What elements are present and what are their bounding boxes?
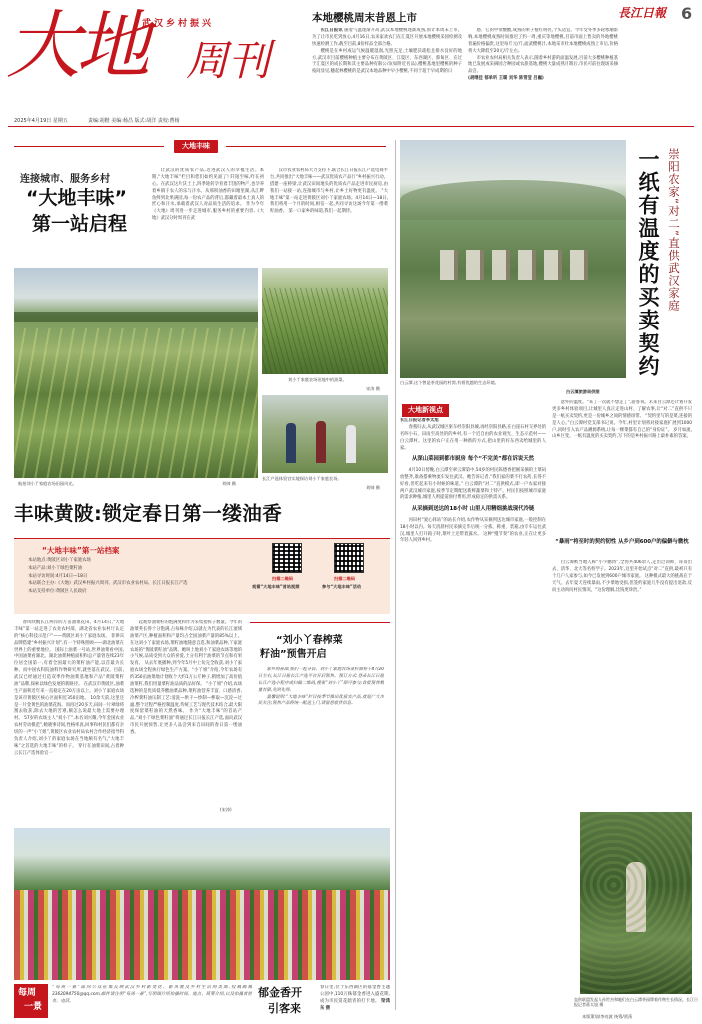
- feature-photo-aerial: [14, 268, 258, 478]
- lower-article-col2: [130, 620, 242, 804]
- feature-col2: [270, 168, 388, 264]
- feature-photo2-caption: 刘小丫家庭农场田地中的油菜。: [288, 377, 347, 382]
- masthead-title-weekly: 周刊: [186, 36, 271, 85]
- presale-box: [250, 622, 390, 818]
- presale-body2-text: 温馨说明:“大地丰味”栏目按季节推出优质农产品,欢迎广大市民关注;预售产品将统一配送上门,请留意收货信息。: [258, 694, 384, 707]
- lower-article-col1: [14, 620, 124, 818]
- bottom-column-text-p: “每周一景”面向公众征集反映武汉乡村新变化、新风貌及乡村生活的美图,投稿邮箱3362094750@qq.com,邮件请注明“每周一景”,写明图片所拍摄时间、地点、简要介绍,以及拍摄者姓名、电话。: [52, 985, 252, 1004]
- feature-photo1-caption: [18, 481, 77, 487]
- qr-code-video[interactable]: [272, 543, 302, 573]
- right-sub3: 从采摘到送达的18小时 山里人用精细挑战现代冷链: [411, 506, 535, 513]
- feature-kicker: 连接城市、服务乡村: [20, 174, 110, 185]
- top-story-credit: (胡继佳 郁单昕 王璐 刘华 陈雪莹 吕巍): [468, 76, 544, 82]
- qr2-label: 扫描二维码: [334, 576, 355, 581]
- qr1-label: 扫描二维码: [272, 576, 293, 581]
- info-row-support: 本站支持单位:黄陂区人民政府: [28, 589, 87, 595]
- top-story-p4: 市农业农村局相关负责人表示,随着乡村游的面温发展,目前大多樱桃种植基地已发展成采摘园合种园或农旅基地,樱桃大量成熟月期后,市民可前往现场采摘品尝。: [468, 55, 618, 75]
- bottom-tulip-photo: [14, 828, 390, 980]
- top-story-headline: 本地樱桃周末昔恩上市: [312, 12, 417, 24]
- right-intro: 春燕归去,从武汉城区驱车经崇阳县城,再经崇阳县路,在白崖石村交界处的名叫小石、田雨至高处的的乡村,有一个近自由的农业观光、生态示范村——白云潭村。这里的农户正在用一种新的方式,把山里的好东西卖给城里的人家。: [400, 424, 546, 451]
- right-vertical-subtitle: 崇阳农家“对二”直供武汉家庭: [667, 148, 681, 312]
- section-tag-xinshijiao: [402, 404, 449, 417]
- right-photo1-caption: 白云潭,这个曾是茶花园的村湾,有着优越的生态环境。: [400, 380, 499, 385]
- top-story-p1: 随着气温逐渐升高,武汉本地樱桃逐渐成熟,预计本周末上市。为了让市民吃到放心,4月16日,农来家欢农门在汇夏区开展本地樱桃采园检测及快速检测工作,截至目前,8份样品全部合格。: [312, 28, 463, 47]
- info-row-product: 本站产品:刘小丫绿色菜籽油: [28, 565, 83, 571]
- feature-photo1-credit: 刘帅 摄: [222, 481, 236, 486]
- info-row-organizer: 本站联合主办:《大地》武汉乡村振兴周刊、武汉市农业农村局、长江日报长江产选: [28, 581, 188, 587]
- feature-photo-visitors: [262, 395, 388, 473]
- right-lead: 长江日报记者李太旭: [400, 418, 439, 423]
- page-footer: 本版策划/李亮波 统筹/贾荡: [582, 1014, 633, 1019]
- qr2-sub: 参与“大地丰味”活动: [322, 584, 362, 589]
- lower-col1-text: 春风吹醒长江两岸的万亩油菜花田。4月14日,“大地丰味”第一站走进了农业农村部、湖北省农业农村厅认定的“核心科技示范户”——黄陂区刘小丫家庭农场。 菲律宾品牌搭建“乡村振兴计划”,有一个特殊照顾——湖北油菜在世界上的重要地位。 国际上油菜一号站,世界油菜看中国,中国油菜看湖北。湖北油菜种植面积和总产量曾连续23年位居全国第一,有着全国最大的菜籽油产能,以首最为长种。而中国农科院油料作物研究所,就坐落在武汉。目前,武汉已经通过打造双季作物油菜基地和产品“黄陂菜籽油”品牌,探索以绿色发展的新路径。 在武汉市黄陂区,油菜生产面积近年来一直稳定在20万亩以上。刘小丫家庭农场是该市黄陂区核心区面积近350亩地。 10余天前,这里还是一片金黄色的油菜花海。而再过20多天,田间一片翠绿将割去收获,除去大地的苦难,颇怎么说最大地上需要办理村。 57岁的农场主人“刘小丫”,本名刘兴耀,今年金国农业农村劳动模范”,她晓事诗间,性格率真,回事和村民们都有亲切的一声“小丫姐”,黄陂区农业农村局农村合作经济指导科负责人介绍,刘小丫的家庭农场在当地颇有名气,“大地丰味”之首选的大地丰味”的样子。 穿行在油菜田间,占着种云长江产选体验官一: [14, 620, 124, 756]
- photo-visitor-2: [316, 421, 326, 463]
- photo1-caption-text: 航拍刘小丫家庭农场田园风光。: [18, 481, 77, 486]
- paper-logo: 長江日報: [618, 6, 667, 20]
- top-story-lead: 长江日报讯: [320, 28, 343, 33]
- masthead-slogan: 武汉乡村振兴: [142, 19, 215, 29]
- info-box-rows: [28, 557, 238, 596]
- bottom-photo-credit: 梁鸿东 摄: [320, 998, 390, 1011]
- section-tag-xinshijiao-label: 大地新视点: [402, 404, 449, 417]
- bottom-column-text: [52, 985, 252, 1019]
- presale-body: [258, 667, 384, 817]
- feature-col1: [152, 168, 264, 264]
- photo-visitor-3: [346, 425, 356, 463]
- photo-rapeseed-texture: [262, 288, 388, 374]
- bottom-column-box: [14, 984, 390, 1020]
- feature-photo3-credit: 刘帅 摄: [366, 485, 380, 490]
- feature-photo-rapeseed: [262, 268, 388, 374]
- bottom-photo-caption-text: 春日里,位于东西湖区的郁金香主题公园中,110万株郁金香进入盛花期,成为市民赏花踏青的打卡地。: [320, 985, 390, 1004]
- photo-tree-line: [14, 312, 258, 322]
- info-box-title: “大地丰味”第一站档案: [42, 546, 120, 555]
- bottom-column-name-1: 每周: [18, 988, 37, 998]
- presale-headline-2: 籽油”预售开启: [260, 649, 327, 660]
- info-row-location: 本站地点:黄陂区刘小丫家庭农场: [28, 558, 91, 563]
- right-col-b: [552, 400, 692, 534]
- section-tag-line-right: [226, 146, 386, 147]
- right-sub1: 从深山菜园到都市厨房 每个“不完美”都在诉说天然: [411, 456, 535, 463]
- photo-village-houses: [440, 250, 590, 280]
- feature-col1-text: 让武汉的优质农产品,迈进武汉人的幸福生活。本期,“大地丰味”栏目和您们如约见面了! 阡陌至味,咋在初心。在武汉这片沃土上,四季轮转孕育着丰饶的物产,也孕养着乡镇干农人的乐与汗水。从那积油香的田塘里湖,从江畔鱼鲜到北果满园,每一份农产品的背后,都藏着最本土真人的匠心和汗水,承载着武汉人对品质生活的追求。 作为今年《大地》周刊进一步走进城市,服务乡村的重要内容,《大地》武汉分时周刊在武: [152, 168, 264, 222]
- right-col-b2: [552, 560, 692, 806]
- masthead-editors: 责编:胡楷 美编:杨昌 版式:胡洋 责校:曹杨: [88, 118, 180, 124]
- right-col-b-text: 意外的温度。“来了一次就不想走了”,游客说。未来白云潭还计划开发更多乡村体验项目,让城里人真正走进山村、了解农事,让“对二”直供不只是一纸买卖契约,更是一份城乡之间的情感纽带。 “契约里写的是菜,连接的是人心。”白云潭村党支部书记说。今年,村里计划将对接家庭扩展到1000户,同时引入农产品溯源系统,让每一棵菜都有自己的“身份证”。 岁月如流,山乡巨变。一纸有温度的买卖契约,写下的是乡村振兴路上最朴素的答案。: [552, 400, 692, 440]
- right-vertical-title: 一纸有温度的买卖契约: [636, 148, 660, 378]
- photo-tea-texture: [580, 812, 692, 994]
- masthead-title-big: 大地: [6, 3, 146, 89]
- feature-headline-2: 第一站启程: [32, 213, 128, 235]
- bottom-column-name-2: 一景: [24, 1002, 43, 1012]
- feature-photo3-caption: 长江产选体验官实地探访刘小丫家庭农场。: [262, 476, 342, 481]
- right-body3: 河田村“爱心驿站”的站长介绍,农作物从采摘到送达城市家庭,一般控制在18小时以内。每天清晨村民采摘完毕后统一分拣、称重、装箱,由专车运往武汉,城里人打开箱子时,菜叶上还带着露水。 这种“慢节奏”的农业,正在让更多年轻人回到乡村。: [400, 517, 546, 544]
- lower-article-credit: (宋涛): [220, 807, 232, 812]
- section-tag-fengwei: [174, 140, 218, 153]
- right-photo2-caption: 直供联盟发起人孙世杰和她们在白云潭茶园摩着作物生长情况。长江日报记者蒋太旭 摄: [574, 997, 698, 1008]
- feature-photo2-credit: 宋涛 摄: [366, 386, 380, 391]
- right-body2: 白云潭被当地人称“小宇鹏湾”,全湾共406余人,走出过训师、哥哥出去、清华、北大等名校学子。2023年,这里开始试点“对二”直供,最初只有十几户人家参与,如今已发展到600户城市家庭。 这种模式最大的挑战在于天气。去年夏天连续暴雨,不少菜地受损,但签约家庭几乎没有提出退款,反而主动询问村民情况。“这份理解,比钱更珍贵。”: [552, 560, 692, 593]
- feature-headline-1: “大地丰味”: [26, 187, 127, 209]
- big-headline: 丰味黄陂:锁定春日第一缕油香: [14, 502, 283, 525]
- right-photo1-credit: 白云潭旅游局供图: [566, 389, 600, 394]
- bottom-photo-title-2: 引客来: [268, 1002, 301, 1015]
- qr-code-activity[interactable]: [334, 543, 364, 573]
- top-story-p2: 樱桃是在乡村成运气候温暖湿润,光照充足,土壤肥沃疏松且排水良好的地方,武汉市目前樱桃种植主要分布在黄陂区、江夏区、东西湖区、蔡甸区、在过于汇夏区的成长期和其主要品种有限公司(如附近名品),樱桃基地里樱桃的种子枝间显见,穗起林樱桃的是武汉本地品种中早小樱桃,不同于超于早成期的日: [312, 48, 462, 75]
- lower-col2-text: 起观察油菜籽的饱满度和作为采集指挥子数量。今年的油菜荚长得十分饱满,占每株介绍,以就左为代表的长江流域油菜产区,种植面积和产量均占全国油菜产量的85%以上。在这刘小丫家庭农场,菜籽油地随意自选,和油菜品种,丫家庭农场的“黄陂菜籽油”品牌。她叫上地刘小丫家庭农场等地的小气候,品质受到大众的喜爱,土分有利于油菜的节点和有果发育。 从去年底播种,到今年5月中上旬完全收获,刘小丫家庭农场全程执行绿色生产方案。“小丫姐”介绍,今年农场有约350亩油菜地计划收个大约1万公斤种子,稍增加了高价值油菜籽,我们用量菜籽油品质的品好保。 “小丫姐”介绍,农场选种的是优质低芥酸油菜品种,菜籽油营养丰富、口感清香,冷榨菜籽油压制工艺:清洗—烘干—炒制—榨取—沉淀—过滤,整个过程严格控制温度,传统工艺与现代技术结合,最大限度保留菜籽油的天然香味。 作为“大地丰味”的首站产品,“刘小丫绿色菜籽油”将通过长江日报长江产选,面向武汉市民开展预售,让更多人品尝到来自田间的春日第一缕油香。: [130, 620, 242, 735]
- photo-visitor-1: [286, 423, 296, 463]
- photo-row-texture: [14, 328, 258, 478]
- presale-headline-1: “刘小丫春榨菜: [276, 635, 343, 646]
- masthead-rule: [8, 126, 694, 127]
- right-sub2: “暴雨”将至时的契约韧性 从乡户到600户的偏僻与微枕: [555, 539, 689, 545]
- top-story-body: [312, 28, 618, 114]
- right-photo-village: [400, 140, 626, 378]
- section-tag-label: 大地丰味: [174, 140, 218, 153]
- photo-village-hills: [400, 180, 626, 220]
- right-column-divider: [395, 140, 396, 1010]
- qr1-sub: 观看“大地丰味”首站视频: [252, 584, 300, 589]
- feature-col2-text: 汉市农业农村局大力支持下,联合长江日报长江产选电商平台,共同推出“大地丰味——武汉优质农产品行”乡村振兴行动。搭建一座桥梁,让武汉田间地头的优质农产品走进市民厨房,由我们一站接一站,连接城市与乡村,让乡土好物更有温度。 “大地丰味”第一站走进黄陂区刘小丫家庭农场。4月14日—18日,我们将用一个月的时间,相信一起,共同寻访这场今年第一缕菜籽油香。 第一口家乡的味道,我们一起期待。: [270, 168, 388, 215]
- info-row-time: 本站寻访时间:4月14日—18日: [28, 573, 88, 579]
- page-number: 6: [681, 4, 693, 23]
- masthead-date: 2025年4月19日 星期五: [14, 118, 68, 124]
- top-story-p3: 感、它的甲带酸酸,成熟的果子橙红明亮,个头适宜。今年受冬季多轮寒潮影响,本地樱桃成熟时间推迟了约一周,重庆等地樱桃,目前市面上售卖的外地樱桃普遍价格偏贵,这里每斤元/斤,面武樱桃汁,本地采市杜本地樱桃成熟上市后,价格将大大降低至20元/斤左右。: [468, 28, 618, 54]
- right-body1: 4月10日傍晚,白云潭至翠云潭第中,54岁的村民陈德香把刚采摘的土菜码放整齐,准备搭乘物流车发往武汉。她告诉记者,“我们家的菜不打农药,长得不好看,但吃起来有小时候的味道。” 白云潭的“对二”直供模式,即一户农家对接两户武汉城市家庭,按季节定期配送新鲜蔬菜和土特产。村民们按照城市家庭的需求种植,城里人则提前预付费用,形成稳定的供需关系。: [400, 467, 546, 501]
- photo-tulip-rows: [14, 890, 390, 980]
- right-col-a: [400, 418, 546, 1014]
- right-photo-tea: [580, 812, 692, 994]
- info-box: [14, 538, 390, 614]
- presale-body-text: 家乡的春油,我们一起寻访。刘小丫家庭农场菜籽油将于4月20日左右,长江日报长江产选平台开启预售。预订方式:登录长江日报长江产选小程序或扫描二维码,搜索“刘小丫”即可参与;首批预售数量有限,先到先得。: [258, 667, 384, 693]
- bottom-photo-title-1: 郁金香开: [258, 986, 302, 999]
- top-story: [312, 12, 618, 112]
- section-tag-line: [14, 146, 164, 147]
- bottom-photo-caption: [320, 985, 390, 1019]
